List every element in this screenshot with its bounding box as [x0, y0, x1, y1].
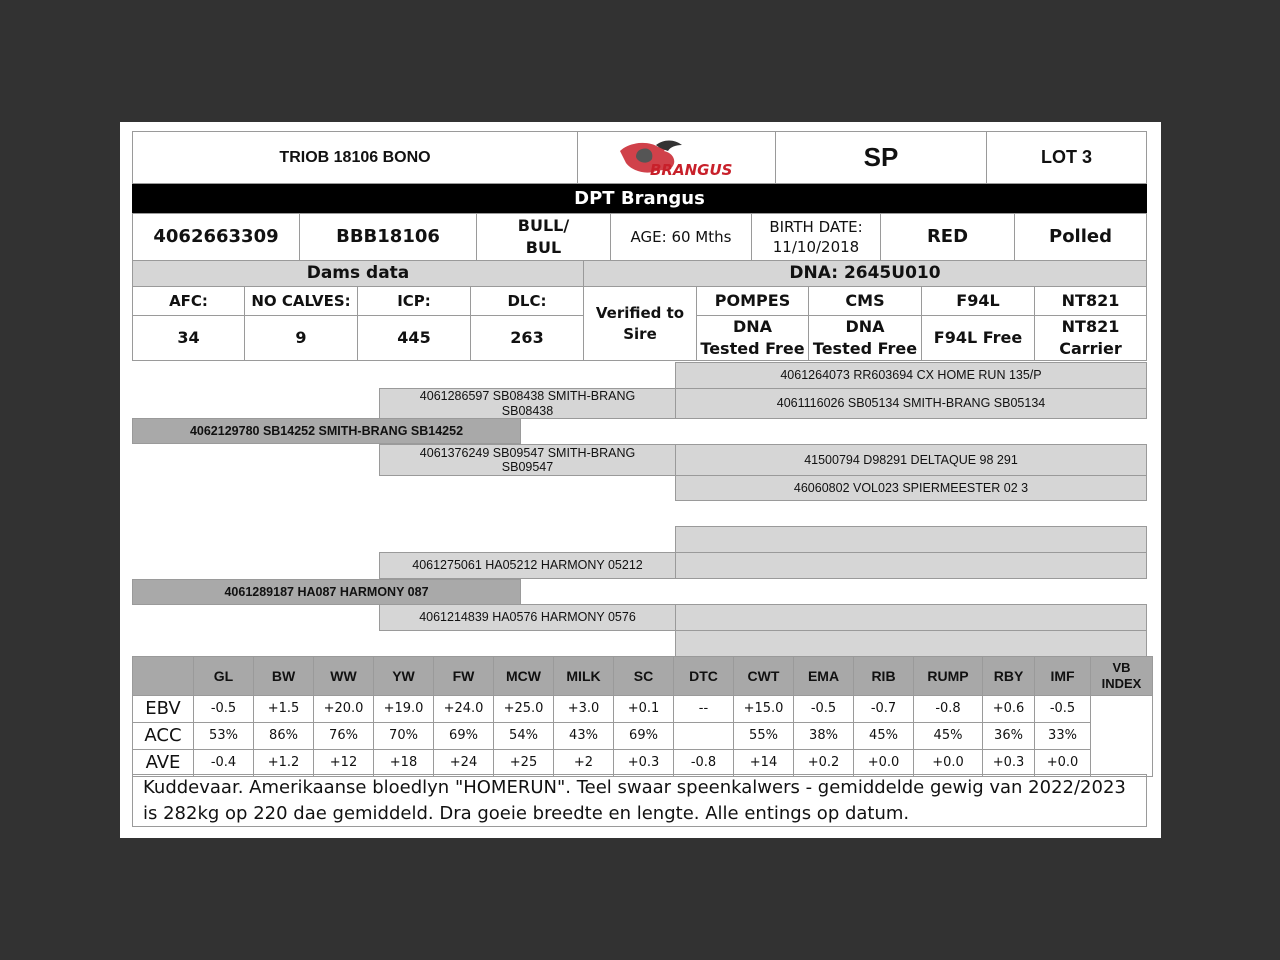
ebv-cell: +24	[433, 749, 494, 777]
ebv-col-header: SC	[613, 656, 674, 696]
ebv-cell: +2	[553, 749, 614, 777]
ebv-col-header: MILK	[553, 656, 614, 696]
ebv-cell	[673, 722, 734, 750]
ebv-cell: +15.0	[733, 695, 794, 723]
ebv-cell: 55%	[733, 722, 794, 750]
horn-status: Polled	[1014, 213, 1147, 261]
ebv-cell: +0.3	[982, 749, 1035, 777]
ebv-row-label: AVE	[132, 749, 194, 777]
dlc-value: 263	[470, 315, 584, 361]
no-calves-value: 9	[244, 315, 358, 361]
pedigree-empty-4	[675, 630, 1147, 657]
pedigree-sire-dam-dam: 46060802 VOL023 SPIERMEESTER 02 3	[675, 475, 1147, 501]
breeder-band: DPT Brangus	[132, 184, 1147, 214]
ebv-row-label: EBV	[132, 695, 194, 723]
age: AGE: 60 Mths	[610, 213, 752, 261]
ebv-cell: +0.6	[982, 695, 1035, 723]
ebv-col-header: MCW	[493, 656, 554, 696]
no-calves-header: NO CALVES:	[244, 286, 358, 316]
dlc-header: DLC:	[470, 286, 584, 316]
afc-value: 34	[132, 315, 245, 361]
f94l-value: F94L Free	[921, 315, 1035, 361]
sp-label: SP	[775, 131, 987, 184]
ebv-cell: +0.3	[613, 749, 674, 777]
ebv-cell: -0.8	[913, 695, 983, 723]
pedigree-sire-sire: 4061286597 SB08438 SMITH-BRANG SB08438	[379, 388, 676, 419]
ebv-cell: +20.0	[313, 695, 374, 723]
ebv-cell: +25.0	[493, 695, 554, 723]
ebv-cell: +25	[493, 749, 554, 777]
ebv-cell: +0.0	[1034, 749, 1091, 777]
ebv-cell: 53%	[193, 722, 254, 750]
nt821-value: NT821 Carrier	[1034, 315, 1147, 361]
ebv-cell: +0.0	[913, 749, 983, 777]
ebv-col-header: DTC	[673, 656, 734, 696]
ebv-cell: 69%	[613, 722, 674, 750]
ebv-cell: 86%	[253, 722, 314, 750]
ebv-cell: 43%	[553, 722, 614, 750]
verified-to-sire: Verified to Sire	[583, 286, 697, 361]
pedigree-sire-sire-sire: 4061264073 RR603694 CX HOME RUN 135/P	[675, 362, 1147, 389]
ebv-cell: -0.5	[193, 695, 254, 723]
ebv-col-header: RUMP	[913, 656, 983, 696]
brangus-logo	[577, 131, 776, 184]
ebv-col-header: CWT	[733, 656, 794, 696]
ebv-cell: +1.2	[253, 749, 314, 777]
pedigree-sire-sire-dam: 4061116026 SB05134 SMITH-BRANG SB05134	[675, 388, 1147, 419]
ebv-cell: --	[673, 695, 734, 723]
animal-ident: BBB18106	[299, 213, 477, 261]
ebv-cell: -0.4	[193, 749, 254, 777]
pompes-header: POMPES	[696, 286, 809, 316]
ebv-col-header: RBY	[982, 656, 1035, 696]
lot-number: LOT 3	[986, 131, 1147, 184]
afc-header: AFC:	[132, 286, 245, 316]
ebv-cell: -0.5	[793, 695, 854, 723]
ebv-cell: -0.5	[1034, 695, 1091, 723]
pedigree-dam: 4061289187 HA087 HARMONY 087	[132, 579, 521, 605]
icp-header: ICP:	[357, 286, 471, 316]
ebv-cell: 45%	[853, 722, 914, 750]
ebv-cell: +12	[313, 749, 374, 777]
colour: RED	[880, 213, 1015, 261]
ebv-cell: 33%	[1034, 722, 1091, 750]
ebv-col-header: GL	[193, 656, 254, 696]
ebv-cell: +1.5	[253, 695, 314, 723]
ebv-cell: 69%	[433, 722, 494, 750]
comments: Kuddevaar. Amerikaanse bloedlyn "HOMERUN". Teel swaar speenkalwers - gemiddelde gewig van 2022/2023 is 282kg op 220 dae gemiddeld. Dra goeie breedte en lengte. Alle entings op datum.	[132, 774, 1147, 827]
cms-value: DNA Tested Free	[808, 315, 922, 361]
icp-value: 445	[357, 315, 471, 361]
pedigree-sire: 4062129780 SB14252 SMITH-BRANG SB14252	[132, 418, 521, 444]
sale-card	[120, 122, 1161, 838]
ebv-cell: +0.0	[853, 749, 914, 777]
pedigree-dam-sire: 4061275061 HA05212 HARMONY 05212	[379, 552, 676, 579]
ebv-cell: +3.0	[553, 695, 614, 723]
cms-header: CMS	[808, 286, 922, 316]
ebv-cell: 45%	[913, 722, 983, 750]
birth-date: BIRTH DATE: 11/10/2018	[751, 213, 881, 261]
ebv-row-label: ACC	[132, 722, 194, 750]
ebv-cell: +24.0	[433, 695, 494, 723]
pedigree-empty-1	[675, 526, 1147, 553]
ebv-cell: 70%	[373, 722, 434, 750]
registration-number: 4062663309	[132, 213, 300, 261]
ebv-col-header: YW	[373, 656, 434, 696]
svg-text:BRANGUS: BRANGUS	[649, 160, 732, 179]
vb-index-value	[1090, 695, 1153, 777]
sex: BULL/ BUL	[476, 213, 611, 261]
animal-name: TRIOB 18106 BONO	[132, 131, 578, 184]
ebv-cell: +0.2	[793, 749, 854, 777]
ebv-cell: +18	[373, 749, 434, 777]
ebv-cell: 76%	[313, 722, 374, 750]
ebv-col-header: WW	[313, 656, 374, 696]
ebv-cell: 54%	[493, 722, 554, 750]
ebv-col-header: RIB	[853, 656, 914, 696]
ebv-cell: +0.1	[613, 695, 674, 723]
bull-head-icon	[612, 137, 742, 179]
pedigree-sire-dam: 4061376249 SB09547 SMITH-BRANG SB09547	[379, 444, 676, 476]
ebv-cell: +19.0	[373, 695, 434, 723]
ebv-cell: +14	[733, 749, 794, 777]
dams-data-title: Dams data	[132, 260, 584, 287]
ebv-col-header: EMA	[793, 656, 854, 696]
ebv-col-header: BW	[253, 656, 314, 696]
dna-title: DNA: 2645U010	[583, 260, 1147, 287]
nt821-header: NT821	[1034, 286, 1147, 316]
ebv-cell: -0.7	[853, 695, 914, 723]
ebv-cell: 36%	[982, 722, 1035, 750]
pedigree-sire-dam-sire: 41500794 D98291 DELTAQUE 98 291	[675, 444, 1147, 476]
ebv-cell: -0.8	[673, 749, 734, 777]
ebv-corner	[132, 656, 194, 696]
f94l-header: F94L	[921, 286, 1035, 316]
ebv-cell: 38%	[793, 722, 854, 750]
pedigree-empty-2	[675, 552, 1147, 579]
pedigree-dam-dam: 4061214839 HA0576 HARMONY 0576	[379, 604, 676, 631]
ebv-col-header: FW	[433, 656, 494, 696]
pompes-value: DNA Tested Free	[696, 315, 809, 361]
pedigree-empty-3	[675, 604, 1147, 631]
ebv-col-header: IMF	[1034, 656, 1091, 696]
vb-index-header: VB INDEX	[1090, 656, 1153, 696]
